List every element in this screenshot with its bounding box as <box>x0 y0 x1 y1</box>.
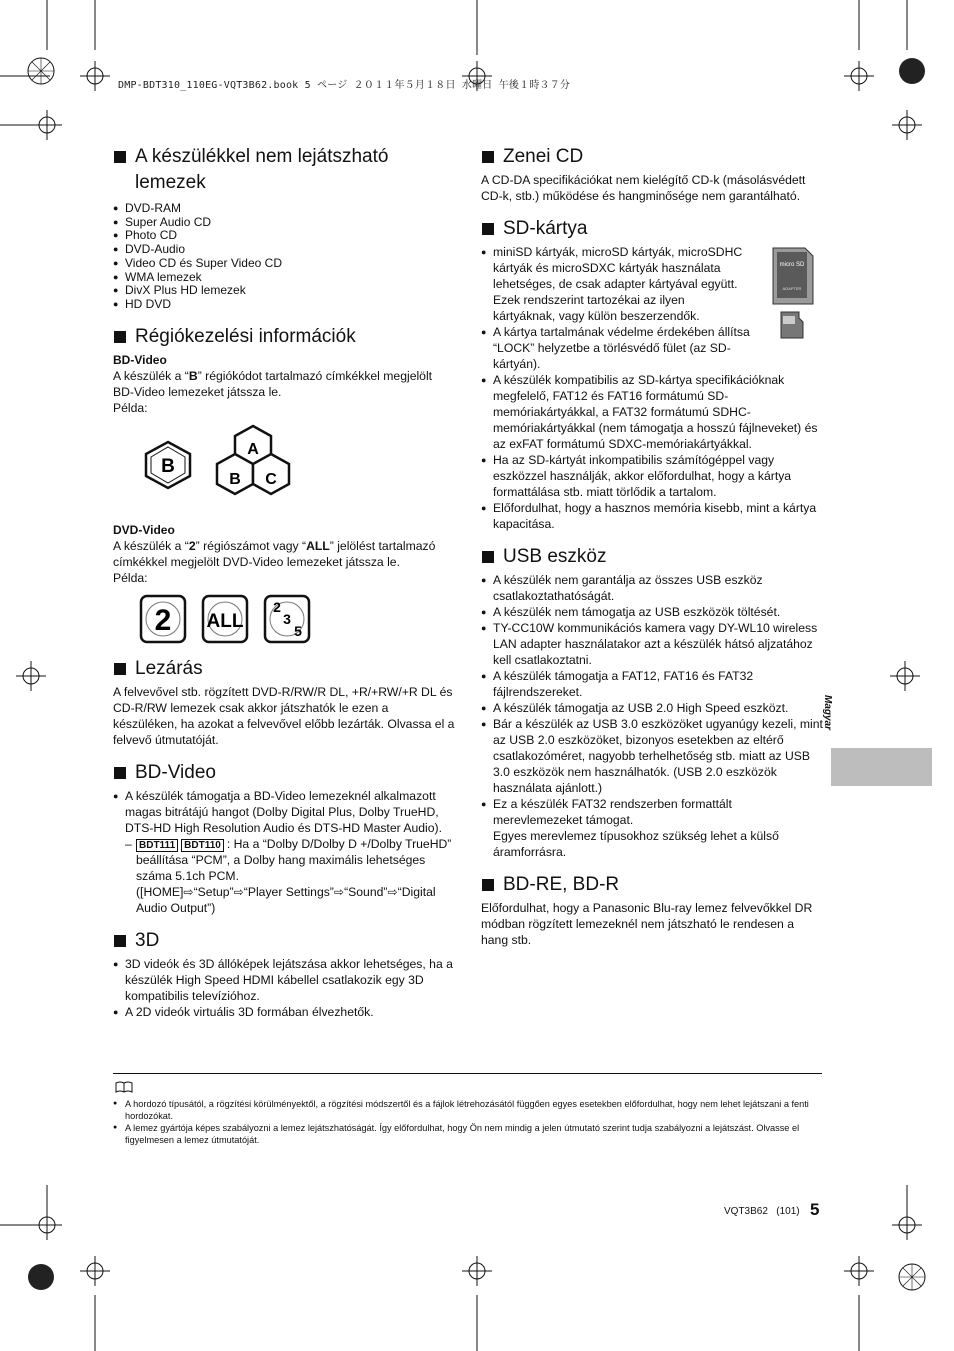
region-b-letter: B <box>161 455 175 477</box>
list-item: ● Photo CD <box>113 229 455 243</box>
music-cd-text: A CD-DA specifikációkat nem kielégítő CD-k (másolásvédett CD-k, stb.) működése és hangminősége nem garantálható. <box>481 173 806 203</box>
bd-region-logos <box>133 424 333 516</box>
square-bullet-icon <box>482 551 494 563</box>
section-heading-usb: USB eszköz <box>481 544 823 570</box>
bd-video-list <box>113 788 455 836</box>
list-item: ● A 2D videók virtuális 3D formában élvezhetők. <box>113 1004 455 1020</box>
list-item: ● miniSD kártyák, microSD kártyák, microSDHC kártyák és microSDXC kártyák használata lehetséges, de csak adapter kártyával együtt. Ezek rendszerint tartozékai az ilyen kártyáknak, vagy külön beszerzendők. <box>481 244 748 324</box>
region-c-letter: C <box>265 470 277 488</box>
list-item: ● WMA lemezek <box>113 271 455 285</box>
square-bullet-icon <box>114 767 126 779</box>
square-bullet-icon <box>114 935 126 947</box>
dvd-region-text: A készülék a “2” régiószámot vagy “ALL” jelölést tartalmazó címkékkel megjelölt DVD-Video lemezeket játssza le. <box>113 538 436 569</box>
list-item: ● DVD-RAM <box>113 202 455 216</box>
square-bullet-icon <box>114 331 126 343</box>
list-item: ● Ha az SD-kártyát inkompatibilis számítógéppel vagy eszközzel használják, akkor előfordulhat, hogy a kártya formattálása stb. miatt törlődik a tartalom. <box>481 452 823 500</box>
book-header: DMP-BDT310_110EG-VQT3B62.book 5 ページ ２０１１年５月１８日 水曜日 午後１時３７分 <box>118 80 571 91</box>
list-item: ● TY-CC10W kommunikációs kamera vagy DY-WL10 wireless LAN adapter használatakor azt a készülék hátsó aljzatához kell csatlakoztatni. <box>481 620 823 668</box>
footnote-divider <box>113 1073 822 1074</box>
3d-list <box>113 956 455 1020</box>
section-heading-unplayable: A készülékkel nem lejátszható lemezek <box>113 144 455 196</box>
left-column <box>113 144 455 1020</box>
section-heading-finalize: Lezárás <box>113 656 455 682</box>
dvd-region-2: 2 <box>154 603 172 637</box>
example-label: Példa: <box>113 570 148 585</box>
list-item: ● A készülék támogatja a FAT12, FAT16 és FAT32 fájlrendszereket. <box>481 668 823 700</box>
list-item: ● A készülék kompatibilis az SD-kártya specifikációknak megfelelő, FAT12 és FAT16 formátumú SD-memóriakártyákkal, a FAT32 formátumú SDHC-memóriakártyákkal (nem támogatja a hosszú fájlneveket) és az exFAT formátumú SDXC-memóriakártyákkal. <box>481 372 823 452</box>
dvd-region-multi-2: 2 <box>273 598 281 615</box>
region-a-letter: A <box>247 440 259 458</box>
square-bullet-icon <box>482 151 494 163</box>
language-tab <box>831 748 932 786</box>
unplayable-disc-list <box>113 202 455 312</box>
section-heading-bd-re: BD-RE, BD-R <box>481 872 823 898</box>
page-number: 5 <box>810 1200 820 1219</box>
section-heading-sd-card: SD-kártya <box>481 216 823 242</box>
model-tag-bdt110: BDT110 <box>181 839 224 852</box>
bd-region-text: A készülék a “B” régiókódot tartalmazó címkékkel megjelölt BD-Video lemezeket játssza le. <box>113 368 433 399</box>
document-code: VQT3B62 (101) <box>724 1206 800 1217</box>
square-bullet-icon <box>482 223 494 235</box>
usb-list <box>481 572 823 828</box>
card-adapter-label: ADAPTER <box>782 286 802 291</box>
section-heading-region: Régiókezelési információk <box>113 324 455 350</box>
list-item: ● HD DVD <box>113 298 455 312</box>
menu-path: ([HOME]⇨“Setup”⇨“Player Settings”⇨“Sound”⇨“Digital Audio Output”) <box>136 884 436 915</box>
region-b2-letter: B <box>229 470 241 488</box>
model-tag-bdt111: BDT111 <box>136 839 178 852</box>
section-heading-music-cd: Zenei CD <box>481 144 823 170</box>
list-item: ● 3D videók és 3D állóképek lejátszása akkor lehetséges, ha a készülék High Speed HDMI kábellel csatlakozik egy 3D kompatibilis televízióhoz. <box>113 956 455 1004</box>
footnote-item: ● A lemez gyártója képes szabályozni a lemez lejátszhatóságát. Így előfordulhat, hogy Ön nem mindig a jelen útmutató szerint tudja szabályozni a lejátszást. Olvasse el figyelmesen a lemez útmutatóját. <box>113 1122 822 1146</box>
language-tab-label: Magyar <box>822 695 833 731</box>
sd-card-adapter-illustration <box>769 246 817 342</box>
list-item: ● Előfordulhat, hogy a hasznos memória kisebb, mint a kártya kapacitása. <box>481 500 823 532</box>
footnote-item: ● A hordozó típusától, a rögzítési körülményektől, a rögzítési módszertől és a fájlok létrehozásától függően egyes esetekben előfordulhat, hogy nem lehet lejátszani a fenti hordozókat. <box>113 1098 822 1122</box>
bd-re-text: Előfordulhat, hogy a Panasonic Blu-ray lemez felvevőkkel DR módban rögzített lemezeknél nem játszható le rendesen a hang stb. <box>481 901 813 947</box>
square-bullet-icon <box>482 879 494 891</box>
note-book-icon <box>115 1081 133 1093</box>
card-label: micro SD <box>779 262 805 268</box>
bd-video-subnote: – BDT111 BDT110 : Ha a “Dolby D/Dolby D +/Dolby TrueHD” beállítása “PCM”, a Dolby hang maximális lehetséges száma 5.1ch PCM. ([HOME]⇨“Setup”⇨“Player Settings”⇨“Sound”⇨“Digital Audio Output”) <box>113 836 455 916</box>
list-item: ● Bár a készülék az USB 3.0 eszközöket ugyanúgy kezeli, mint az USB 2.0 eszközöket, bizonyos esetekben az eltérő csatlakozóméret, nagyobb terhelhetőség stb. miatt az USB 3.0 eszközök nem használhatók. (USB 2.0 eszközök használata ajánlott.) <box>481 716 823 796</box>
list-item: ● A készülék támogatja az USB 2.0 High Speed eszközt. <box>481 700 823 716</box>
square-bullet-icon <box>114 151 126 163</box>
section-heading-3d: 3D <box>113 928 455 954</box>
list-item: ● Video CD és Super Video CD <box>113 257 455 271</box>
dvd-video-subheading: DVD-Video <box>113 522 175 537</box>
list-item: ● A készülék nem támogatja az USB eszközök töltését. <box>481 604 823 620</box>
footnotes <box>113 1098 822 1146</box>
list-item: ● A készülék támogatja a BD-Video lemezeknél alkalmazott magas bitrátájú hangot (Dolby Digital Plus, Dolby TrueHD, DTS-HD High Resolution Audio és DTS-HD Master Audio). <box>113 788 455 836</box>
dvd-region-multi-5: 5 <box>294 622 302 639</box>
list-item: ● A kártya tartalmának védelme érdekében állítsa “LOCK” helyzetbe a törlésvédő fület (az SD-kártyán). <box>481 324 773 372</box>
list-item: ● DivX Plus HD lemezek <box>113 284 455 298</box>
list-item: ● Ez a készülék FAT32 rendszerben formattált merevlemezeket támogat. <box>481 796 823 828</box>
list-item: ● DVD-Audio <box>113 243 455 257</box>
finalize-text: A felvevővel stb. rögzített DVD-R/RW/R DL, +R/+RW/+R DL és CD-R/RW lemezek csak akkor játszhatók le ezen a készüléken, ha azokat a felvevővel előbb lezárták. Olvassa el a felvevő útmutatóját. <box>113 684 455 747</box>
example-label: Példa: <box>113 400 148 415</box>
square-bullet-icon <box>114 663 126 675</box>
dvd-region-multi-3: 3 <box>283 610 291 627</box>
section-heading-bd-video: BD-Video <box>113 760 455 786</box>
dvd-region-logos <box>139 592 349 648</box>
usb-extra-text: Egyes merevlemez típusokhoz szükség lehet a külső áramforrásra. <box>493 829 779 859</box>
bd-video-subheading: BD-Video <box>113 352 167 367</box>
list-item: ● A készülék nem garantálja az összes USB eszköz csatlakoztathatóságát. <box>481 572 823 604</box>
list-item: ● Super Audio CD <box>113 216 455 230</box>
dvd-region-all: ALL <box>206 610 244 632</box>
right-column <box>481 144 823 948</box>
